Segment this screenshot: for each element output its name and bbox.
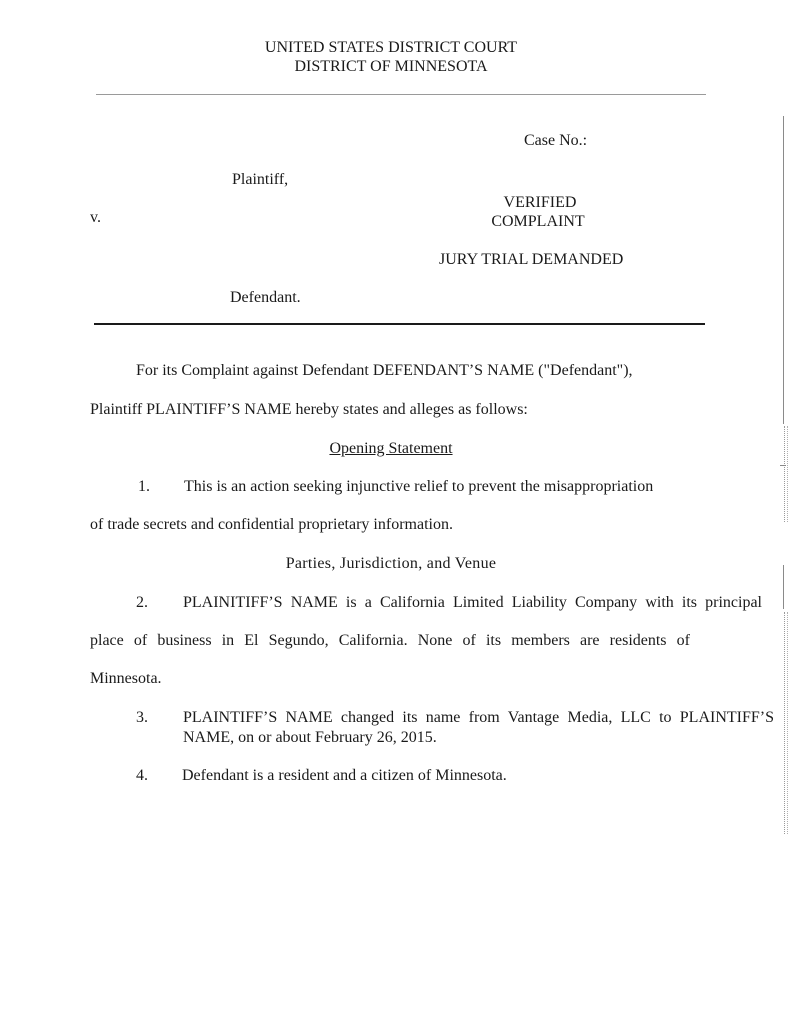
- paragraph-number: 4.: [136, 767, 148, 784]
- paragraph-2-line-2: place of business in El Segundo, California. None of its members are residents of: [90, 632, 690, 649]
- paragraph-number: 2.: [136, 594, 148, 611]
- jury-demand: JURY TRIAL DEMANDED: [439, 251, 624, 268]
- plaintiff-label: Plaintiff,: [232, 171, 289, 188]
- margin-tick: [780, 465, 786, 466]
- paragraph-number: 1.: [138, 478, 150, 495]
- paragraph-4-line-1: Defendant is a resident and a citizen of Minnesota.: [182, 767, 507, 784]
- court-district: DISTRICT OF MINNESOTA: [294, 58, 488, 75]
- section-heading-parties: Parties, Jurisdiction, and Venue: [285, 555, 497, 572]
- paragraph-1-line-1: This is an action seeking injunctive relief to prevent the misappropriation: [184, 478, 654, 495]
- margin-dotted-rule: [784, 612, 788, 834]
- paragraph-1-line-2: of trade secrets and confidential proprietary information.: [90, 516, 453, 533]
- paragraph-3-line-2: NAME, on or about February 26, 2015.: [183, 729, 437, 746]
- margin-dotted-rule: [784, 426, 788, 522]
- document-title-line1: VERIFIED: [503, 194, 577, 211]
- paragraph-3-line-1: PLAINTIFF’S NAME changed its name from Vantage Media, LLC to PLAINTIFF’S: [183, 709, 774, 726]
- paragraph-2-line-3: Minnesota.: [90, 670, 162, 687]
- court-name: UNITED STATES DISTRICT COURT: [264, 39, 518, 56]
- paragraph-number: 3.: [136, 709, 148, 726]
- document-title-line2: COMPLAINT: [491, 213, 585, 230]
- paragraph-2-line-1: PLAINITIFF’S NAME is a California Limited Liability Company with its principal: [183, 594, 762, 611]
- margin-rule: [783, 116, 784, 424]
- versus-label: v.: [90, 209, 101, 226]
- defendant-label: Defendant.: [230, 289, 301, 306]
- intro-line-2: Plaintiff PLAINTIFF’S NAME hereby states and alleges as follows:: [90, 401, 528, 418]
- intro-line-1: For its Complaint against Defendant DEFENDANT’S NAME ("Defendant"),: [136, 362, 633, 379]
- margin-rule: [783, 565, 784, 609]
- header-divider: [96, 94, 706, 95]
- section-heading-opening: Opening Statement: [329, 440, 453, 457]
- caption-divider: [94, 323, 705, 325]
- case-number-label: Case No.:: [524, 132, 588, 149]
